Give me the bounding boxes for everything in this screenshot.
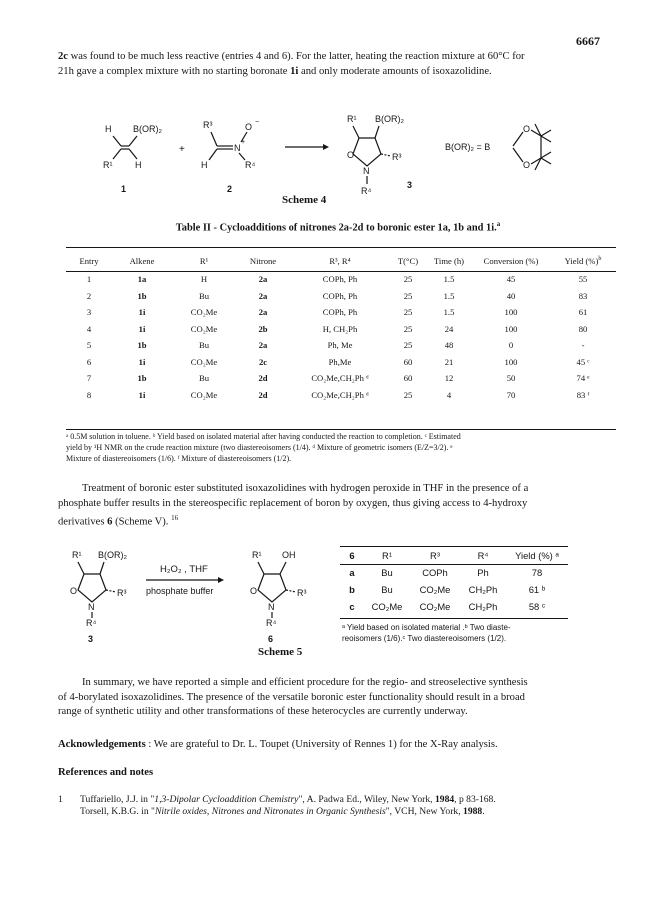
col-header-time: Time (h) bbox=[433, 256, 464, 266]
svg-text:O: O bbox=[523, 160, 531, 170]
col-header-yield: Yield (%)$^b$ bbox=[564, 256, 602, 266]
svg-text:O: O bbox=[245, 122, 253, 132]
compound-ref-2c: 2c bbox=[58, 51, 68, 62]
table-cell-time: 24 bbox=[444, 323, 454, 334]
table-cell-conv: 40 bbox=[506, 290, 516, 301]
svg-text:R⁴: R⁴ bbox=[86, 618, 97, 628]
intro-line-2: 21h gave a complex mixture with no starting boronate 1i and only moderate amounts of isoxazolidine. bbox=[58, 65, 492, 77]
col-header-conversion: Conversion (%) bbox=[483, 256, 539, 266]
plus-sign: + bbox=[179, 144, 185, 155]
table-cell-yield: 80 bbox=[578, 323, 588, 334]
reaction-arrow bbox=[285, 144, 329, 150]
svg-text:R⁴: R⁴ bbox=[245, 160, 256, 170]
table-cell-entry: 5 bbox=[86, 340, 92, 351]
table-cell-r3: CO₂Me bbox=[419, 601, 451, 612]
svg-text:N: N bbox=[363, 166, 370, 176]
table-cell-r34: Ph,Me bbox=[328, 356, 352, 367]
scheme-5-table bbox=[340, 547, 568, 615]
table-row bbox=[66, 387, 616, 404]
table-cell-r34: H, CH₂Ph bbox=[322, 323, 358, 334]
svg-text:+: + bbox=[241, 139, 246, 146]
table-2-top-rule bbox=[66, 247, 616, 248]
table-cell-r34: CO₂Me,CH₂Ph ᵈ bbox=[311, 389, 369, 400]
table-cell-alkene: 1a bbox=[137, 274, 147, 285]
svg-text:N: N bbox=[88, 602, 95, 612]
table-cell-entry: 8 bbox=[86, 389, 92, 400]
col-header-compound: 6 bbox=[349, 550, 355, 561]
reference-item bbox=[58, 794, 618, 818]
svg-text:R³: R³ bbox=[297, 588, 307, 598]
table-cell-alkene: 1b bbox=[137, 290, 147, 301]
table-cell-id: a bbox=[349, 567, 355, 578]
col-header-alkene: Alkene bbox=[129, 256, 155, 266]
table-row bbox=[66, 288, 616, 305]
svg-text:R¹: R¹ bbox=[347, 114, 357, 124]
table-cell-r34: COPh, Ph bbox=[322, 290, 358, 301]
table-row bbox=[340, 564, 568, 581]
table-cell-r1: CO₂Me bbox=[190, 356, 218, 367]
svg-text:H: H bbox=[105, 124, 112, 134]
table-cell-conv: 100 bbox=[504, 307, 518, 318]
table-cell-t: 25 bbox=[403, 340, 413, 351]
svg-text:N: N bbox=[268, 602, 275, 612]
table-cell-r1: Bu bbox=[381, 584, 393, 595]
table-cell-conv: 100 bbox=[504, 356, 518, 367]
svg-text:R¹: R¹ bbox=[103, 160, 113, 170]
compound-3-label: 3 bbox=[407, 180, 413, 190]
reagent-line-1: H₂O₂ , THF bbox=[160, 564, 208, 575]
table-cell-nitrone: 2b bbox=[258, 323, 268, 334]
compound-6-label: 6 bbox=[268, 634, 274, 644]
scheme-5-drawing bbox=[60, 546, 330, 646]
svg-text:N: N bbox=[234, 143, 241, 153]
table-row bbox=[66, 370, 616, 387]
table-cell-entry: 6 bbox=[86, 356, 92, 367]
table-cell-entry: 1 bbox=[86, 274, 92, 285]
reference-line-1: Tuffariello, J.J. in "1,3-Dipolar Cycloaddition Chemistry", A. Padwa Ed., Wiley, New York, 1984, p 83-168. bbox=[80, 794, 496, 805]
table-2-bottom-rule bbox=[66, 429, 616, 430]
table-cell-r1: CO₂Me bbox=[190, 323, 218, 334]
table-cell-r4: Ph bbox=[477, 567, 489, 578]
table-cell-nitrone: 2a bbox=[258, 340, 268, 351]
pinacol-ring-structure bbox=[513, 124, 551, 170]
table-row bbox=[340, 581, 568, 598]
table-cell-nitrone: 2d bbox=[258, 389, 268, 400]
table-cell-t: 60 bbox=[403, 356, 413, 367]
table-cell-r1: CO₂Me bbox=[371, 601, 403, 612]
col-header-r3: R³ bbox=[430, 550, 440, 561]
reference-number: 1 bbox=[58, 794, 63, 805]
compound-3-structure-scheme5 bbox=[70, 550, 127, 628]
col-header-yield: Yield (%) ᵃ bbox=[515, 550, 559, 561]
table-cell-alkene: 1b bbox=[137, 373, 147, 384]
table-cell-yield: 58 ᶜ bbox=[528, 601, 546, 612]
svg-text:OH: OH bbox=[282, 550, 296, 560]
scheme5-reaction-arrow bbox=[146, 577, 224, 583]
table-cell-time: 12 bbox=[444, 373, 454, 384]
svg-text:R¹: R¹ bbox=[72, 550, 82, 560]
table-2-footnotes: ᵃ 0.5M solution in toluene. ᵇ Yield based on isolated material after having conducted the reaction to completion. ᶜ Estimated yield by ¹H NMR on the crude reaction mixture (two diastereoisomers (1/4). ᵈ Mixture of geometric isomers (E/Z=3/2). ᵉ Mixture of diastereoisomers (1/6). ᶠ Mixture of diastereoisomers (1/2). bbox=[66, 432, 461, 463]
acknowledgements-label: Acknowledgements bbox=[58, 739, 146, 750]
table-2-header-row bbox=[66, 251, 616, 271]
compound-2-structure bbox=[201, 119, 259, 170]
svg-text:−: − bbox=[255, 119, 260, 126]
table-cell-r1: CO₂Me bbox=[190, 307, 218, 318]
references-heading: References and notes bbox=[58, 767, 154, 778]
table-cell-id: b bbox=[349, 584, 355, 595]
table-cell-entry: 3 bbox=[86, 307, 92, 318]
col-header-r1: R¹ bbox=[382, 550, 392, 561]
table-cell-alkene: 1i bbox=[138, 323, 146, 334]
table-cell-r34: CO₂Me,CH₂Ph ᵈ bbox=[311, 373, 369, 384]
scheme-4-caption: Scheme 4 bbox=[282, 194, 327, 206]
table-cell-r34: COPh, Ph bbox=[322, 274, 358, 285]
table-row bbox=[66, 271, 616, 288]
compound-ref-1i: 1i bbox=[290, 65, 299, 77]
table-cell-conv: 50 bbox=[506, 373, 516, 384]
table-cell-t: 25 bbox=[403, 323, 413, 334]
table-cell-r4: CH₂Ph bbox=[468, 584, 498, 595]
scheme-5-caption: Scheme 5 bbox=[258, 646, 303, 658]
table-cell-id: c bbox=[349, 601, 355, 612]
table-cell-entry: 7 bbox=[86, 373, 92, 384]
table-row bbox=[66, 337, 616, 354]
scheme5-compound-3-label: 3 bbox=[88, 634, 94, 644]
scheme5-table-header-row bbox=[340, 547, 568, 564]
table-cell-t: 60 bbox=[403, 373, 413, 384]
table-cell-yield: 45 ᶜ bbox=[576, 356, 590, 367]
intro-paragraph bbox=[58, 50, 618, 79]
table-cell-time: 1.5 bbox=[443, 307, 455, 318]
table-row bbox=[66, 304, 616, 321]
table-cell-alkene: 1i bbox=[138, 356, 146, 367]
reference-line-2: Torsell, K.B.G. in "Nitrile oxides, Nitrones and Nitronates in Organic Synthesis", VCH, New York, 1988. bbox=[80, 806, 485, 817]
table-cell-nitrone: 2a bbox=[258, 307, 268, 318]
table-cell-time: 4 bbox=[446, 389, 452, 400]
svg-text:H: H bbox=[135, 160, 142, 170]
table-cell-conv: 0 bbox=[508, 340, 514, 351]
svg-text:H: H bbox=[201, 160, 208, 170]
table-cell-r1: Bu bbox=[198, 373, 210, 384]
table-2-title: Table II - Cycloadditions of nitrones 2a-2d to boronic ester 1a, 1b and 1i.$^a$ bbox=[175, 220, 501, 234]
compound-6-structure bbox=[250, 550, 307, 628]
table-cell-yield: - bbox=[581, 340, 585, 351]
compound-1-structure bbox=[103, 124, 162, 170]
col-header-temperature: T(°C) bbox=[397, 256, 419, 266]
svg-text:B(OR)₂: B(OR)₂ bbox=[133, 124, 162, 134]
table-cell-nitrone: 2d bbox=[258, 373, 268, 384]
compound-3-structure bbox=[347, 114, 404, 196]
table-cell-entry: 2 bbox=[86, 290, 92, 301]
table-2 bbox=[66, 251, 616, 403]
table-cell-yield: 61 ᵇ bbox=[528, 584, 546, 595]
summary-paragraph: In summary, we have reported a simple and efficient procedure for the regio- and streoselective synthesis of 4-borylated isoxazolidines. The presence of the versatile boronic ester functionality should result in a broad range of synthetic utility and other transformations of these heterocycles are currently underway. bbox=[58, 677, 528, 718]
table-cell-r34: Ph, Me bbox=[327, 340, 353, 351]
scheme5-table-body bbox=[340, 564, 568, 615]
col-header-nitrone: Nitrone bbox=[249, 256, 277, 266]
table-2-body bbox=[66, 271, 616, 403]
table-cell-yield: 74 ᵉ bbox=[576, 373, 590, 384]
table-cell-yield: 83 bbox=[578, 290, 588, 301]
table-cell-time: 48 bbox=[444, 340, 454, 351]
table-row bbox=[66, 321, 616, 338]
svg-text:R³: R³ bbox=[203, 120, 213, 130]
table-cell-r3: CO₂Me bbox=[419, 584, 451, 595]
table-cell-yield: 78 bbox=[531, 567, 543, 578]
svg-text:O: O bbox=[70, 586, 78, 596]
table-cell-conv: 100 bbox=[504, 323, 518, 334]
table-cell-alkene: 1i bbox=[138, 389, 146, 400]
table-row bbox=[66, 354, 616, 371]
table-cell-yield: 61 bbox=[578, 307, 588, 318]
table-cell-r1: H bbox=[200, 274, 208, 285]
hydroxylation-paragraph: Treatment of boronic ester substituted isoxazolidines with hydrogen peroxide in THF in the presence of a phosphate buffer results in the stereospecific replacement of boron by oxygen, thus giving access to 4-hydroxy derivatives 6 (Scheme V). $^{16}$ bbox=[58, 483, 529, 528]
table-cell-time: 21 bbox=[444, 356, 454, 367]
svg-text:B(OR)₂: B(OR)₂ bbox=[375, 114, 404, 124]
reagent-line-2: phosphate buffer bbox=[146, 586, 214, 596]
table-cell-time: 1.5 bbox=[443, 274, 455, 285]
col-header-r1: R¹ bbox=[199, 256, 209, 266]
svg-text:B(OR)₂: B(OR)₂ bbox=[98, 550, 127, 560]
svg-text:R⁴: R⁴ bbox=[361, 186, 372, 196]
table-cell-r3: COPh bbox=[422, 567, 448, 578]
table-cell-nitrone: 2c bbox=[258, 356, 268, 367]
table-cell-r4: CH₂Ph bbox=[468, 601, 498, 612]
table-cell-entry: 4 bbox=[86, 323, 92, 334]
col-header-entry: Entry bbox=[79, 256, 99, 266]
col-header-r4: R⁴ bbox=[477, 550, 489, 561]
table-cell-conv: 70 bbox=[506, 389, 516, 400]
col-header-r3-r4: R³, R⁴ bbox=[329, 256, 351, 266]
table-cell-r1: Bu bbox=[381, 567, 393, 578]
page-number: 6667 bbox=[576, 34, 600, 48]
table-cell-alkene: 1i bbox=[138, 307, 146, 318]
intro-line-1: 2c was found to be much less reactive (entries 4 and 6). For the latter, heating the reaction mixture at 60°C for bbox=[58, 51, 525, 62]
table-cell-r1: Bu bbox=[198, 290, 210, 301]
table-cell-r34: COPh, Ph bbox=[322, 307, 358, 318]
scheme5-table-bottom-rule bbox=[340, 618, 568, 619]
table-cell-yield: 55 bbox=[578, 274, 588, 285]
table-cell-t: 25 bbox=[403, 307, 413, 318]
boron-definition: B(OR)₂ = B bbox=[445, 142, 491, 152]
table-cell-yield: 83 ᶠ bbox=[576, 389, 590, 400]
compound-1-label: 1 bbox=[121, 184, 127, 194]
svg-text:O: O bbox=[523, 124, 531, 134]
table-cell-nitrone: 2a bbox=[258, 290, 268, 301]
table-cell-conv: 45 bbox=[506, 274, 516, 285]
table-cell-nitrone: 2a bbox=[258, 274, 268, 285]
table-cell-r1: Bu bbox=[198, 340, 210, 351]
scheme-4-drawing bbox=[95, 110, 565, 205]
svg-text:R¹: R¹ bbox=[252, 550, 262, 560]
table-cell-alkene: 1b bbox=[137, 340, 147, 351]
table-cell-t: 25 bbox=[403, 274, 413, 285]
acknowledgements: Acknowledgements : We are grateful to Dr. L. Toupet (University of Rennes 1) for the X-Ray analysis. bbox=[58, 739, 498, 750]
svg-text:R³: R³ bbox=[392, 152, 402, 162]
table-cell-t: 25 bbox=[403, 290, 413, 301]
svg-text:O: O bbox=[250, 586, 258, 596]
table-row bbox=[340, 598, 568, 615]
svg-text:R⁴: R⁴ bbox=[266, 618, 277, 628]
compound-2-label: 2 bbox=[227, 184, 233, 194]
scheme5-footnotes: ᵃ Yield based on isolated material .ᵇ Two diaste- reoisomers (1/6).ᶜ Two diastereoisomers (1/2). bbox=[342, 623, 511, 643]
svg-text:R³: R³ bbox=[117, 588, 127, 598]
table-cell-r1: CO₂Me bbox=[190, 389, 218, 400]
table-cell-t: 25 bbox=[403, 389, 413, 400]
svg-text:O: O bbox=[347, 150, 355, 160]
table-cell-time: 1.5 bbox=[443, 290, 455, 301]
